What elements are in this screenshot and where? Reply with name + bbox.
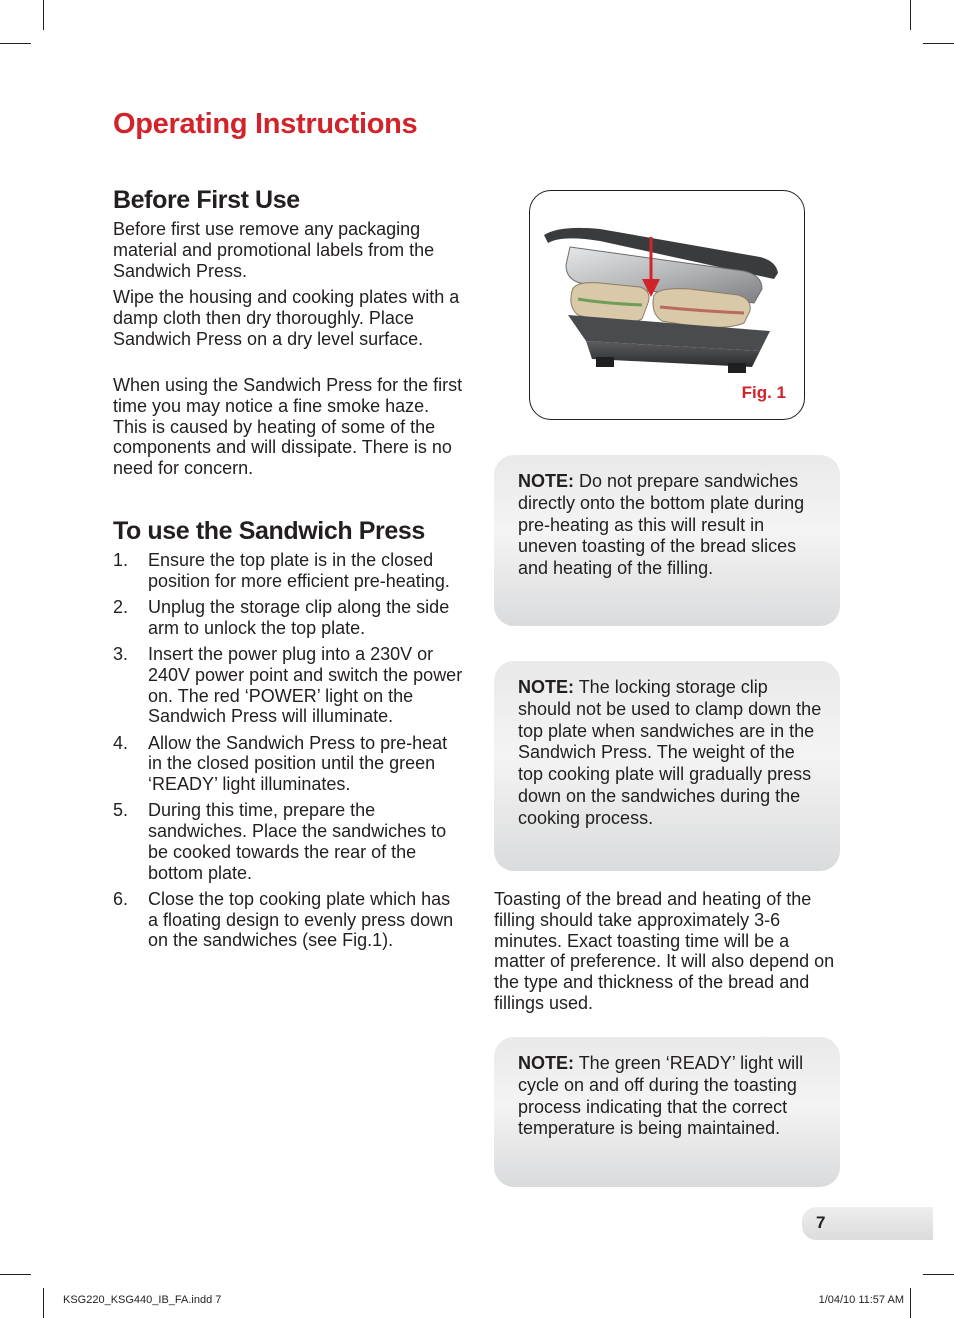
page-title: Operating Instructions (113, 108, 418, 140)
crop-mark (43, 0, 44, 30)
note-body: Do not prepare sandwiches directly onto the bottom plate during pre-heating as this will result in uneven toasting of the bread slices and heating of the filling. (518, 471, 805, 579)
step-item (113, 800, 463, 883)
note-label: NOTE: (518, 677, 574, 697)
step-text: Insert the power plug into a 230V or 240V power point and switch the power on. The red ‘POWER’ light on the Sandwich Press will illuminate. (148, 644, 463, 727)
before-first-use-paragraph: Wipe the housing and cooking plates with a damp cloth then dry thoroughly. Place Sandwich Press on a dry level surface. (113, 287, 460, 349)
crop-mark (0, 43, 31, 44)
foot (596, 357, 614, 367)
step-text: Unplug the storage clip along the side arm to unlock the top plate. (148, 597, 450, 638)
note-label: NOTE: (518, 471, 574, 491)
step-item (113, 644, 463, 727)
figure-label: Fig. 1 (741, 383, 786, 402)
step-number: 4. (113, 732, 129, 753)
step-text: Close the top cooking plate which has a floating design to evenly press down on the sandwiches (see Fig.1). (148, 888, 454, 951)
step-item (113, 597, 463, 638)
figure-1 (529, 190, 805, 420)
footer-file-name: KSG220_KSG440_IB_FA.indd 7 (63, 1294, 222, 1306)
foot (728, 363, 746, 373)
before-first-use-paragraph: When using the Sandwich Press for the first time you may notice a fine smoke haze. This is caused by heating of some of the components and will dissipate. There is no need for concern. (113, 375, 463, 479)
crop-mark (910, 0, 911, 30)
step-number: 3. (113, 644, 129, 665)
note-body: The locking storage clip should not be used to clamp down the top plate when sandwiches are in the Sandwich Press. The weight of the top cooking plate will gradually press down on the sandwiches during the cooking process. (518, 677, 822, 828)
toasting-time-paragraph: Toasting of the bread and heating of the filling should take approximately 3-6 minutes. Exact toasting time will be a matter of preference. It will also depend on the type and thickness of the bread and fillings used. (494, 889, 835, 1013)
note-text (518, 471, 822, 580)
step-item (113, 889, 463, 951)
crop-mark (910, 1288, 911, 1318)
step-text: Ensure the top plate is in the closed position for more efficient pre-heating. (148, 550, 450, 591)
step-number: 5. (113, 800, 129, 821)
step-number: 6. (113, 888, 129, 909)
note-text (518, 677, 822, 830)
step-number: 1. (113, 550, 129, 570)
crop-mark (0, 1274, 31, 1275)
step-text: During this time, prepare the sandwiches. Place the sandwiches to be cooked towards the rear of the bottom plate. (148, 800, 447, 883)
step-text: Allow the Sandwich Press to pre-heat in the closed position until the green ‘READY’ light illuminates. (148, 732, 448, 795)
page-number: 7 (816, 1213, 826, 1232)
steps-list (113, 550, 463, 957)
before-first-use-paragraph: Before first use remove any packaging material and promotional labels from the Sandwich Press. (113, 219, 435, 281)
before-first-use-heading: Before First Use (113, 186, 300, 214)
step-number: 2. (113, 597, 129, 618)
crop-mark (923, 43, 954, 44)
crop-mark (923, 1274, 954, 1275)
note-body: The green ‘READY’ light will cycle on and off during the toasting process indicating that the correct temperature is being maintained. (518, 1053, 804, 1139)
to-use-heading: To use the Sandwich Press (113, 517, 425, 545)
page-number-tab (802, 1207, 933, 1240)
note-box (494, 661, 840, 871)
note-box (494, 1037, 840, 1187)
footer-datetime: 1/04/10 11:57 AM (818, 1294, 904, 1306)
note-label: NOTE: (518, 1053, 574, 1073)
step-item (113, 550, 463, 591)
crop-mark (43, 1288, 44, 1318)
note-text (518, 1053, 822, 1140)
step-item (113, 733, 463, 795)
note-box (494, 455, 840, 626)
